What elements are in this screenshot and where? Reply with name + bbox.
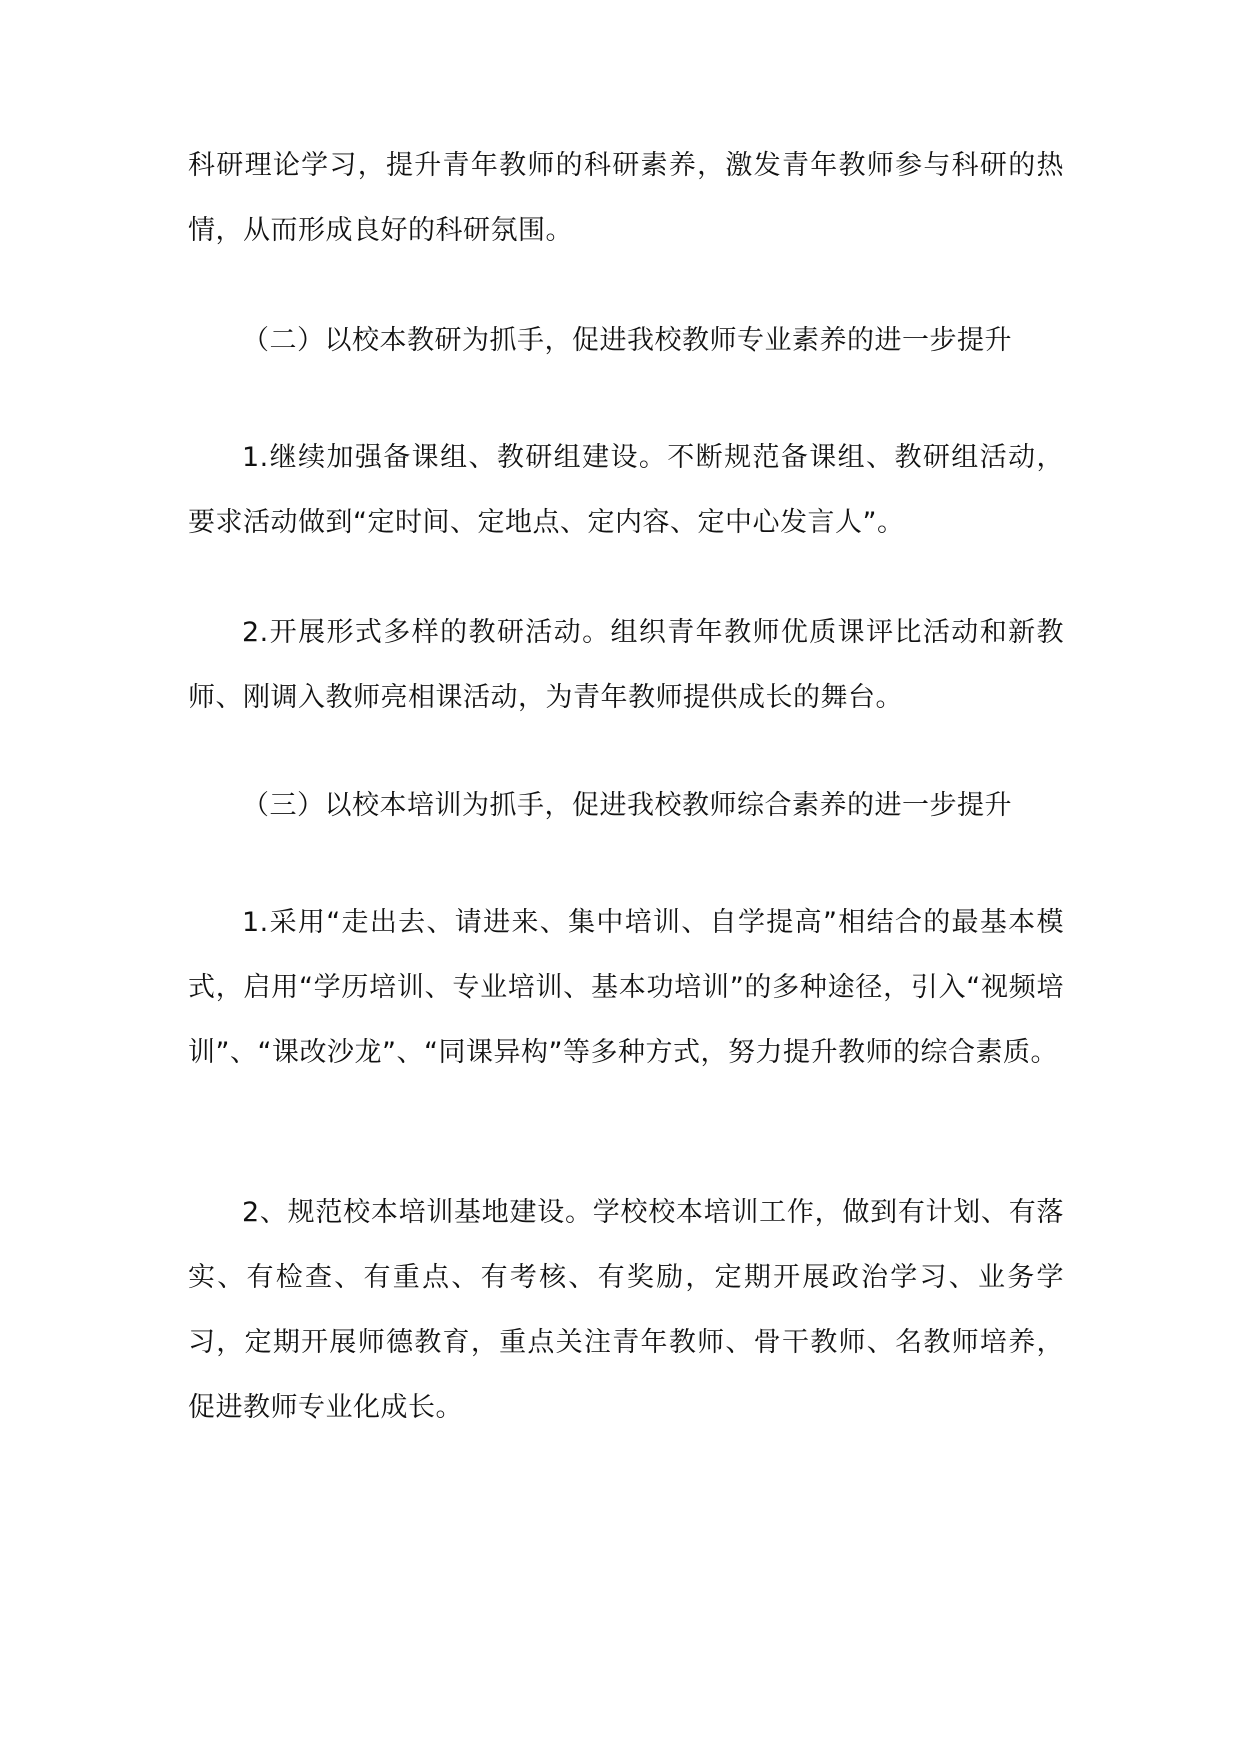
paragraph-3-1: 1.采用“走出去、请进来、集中培训、自学提高”相结合的最基本模式，启用“学历培训、专业培训、基本功培训”的多种途径，引入“视频培训”、“课改沙龙”、“同课异构”等多种方式，努力提升教师的综合素质。: [188, 907, 1064, 1068]
paragraph-continuation: 科研理论学习，提升青年教师的科研素养，激发青年教师参与科研的热情，从而形成良好的科研氛围。: [188, 150, 1064, 246]
section-heading-3: （三）以校本培训为抓手，促进我校教师综合素养的进一步提升: [242, 790, 1012, 821]
paragraph-2-1: 1.继续加强备课组、教研组建设。不断规范备课组、教研组活动，要求活动做到“定时间、定地点、定内容、定中心发言人”。: [188, 442, 1064, 538]
paragraph-3-2: 2、规范校本培训基地建设。学校校本培训工作，做到有计划、有落实、有检查、有重点、有考核、有奖励，定期开展政治学习、业务学习，定期开展师德教育，重点关注青年教师、骨干教师、名教师培养，促进教师专业化成长。: [188, 1197, 1064, 1423]
section-heading-2: （二）以校本教研为抓手，促进我校教师专业素养的进一步提升: [242, 325, 1012, 356]
paragraph-2-2: 2.开展形式多样的教研活动。组织青年教师优质课评比活动和新教师、刚调入教师亮相课活动，为青年教师提供成长的舞台。: [188, 617, 1064, 713]
